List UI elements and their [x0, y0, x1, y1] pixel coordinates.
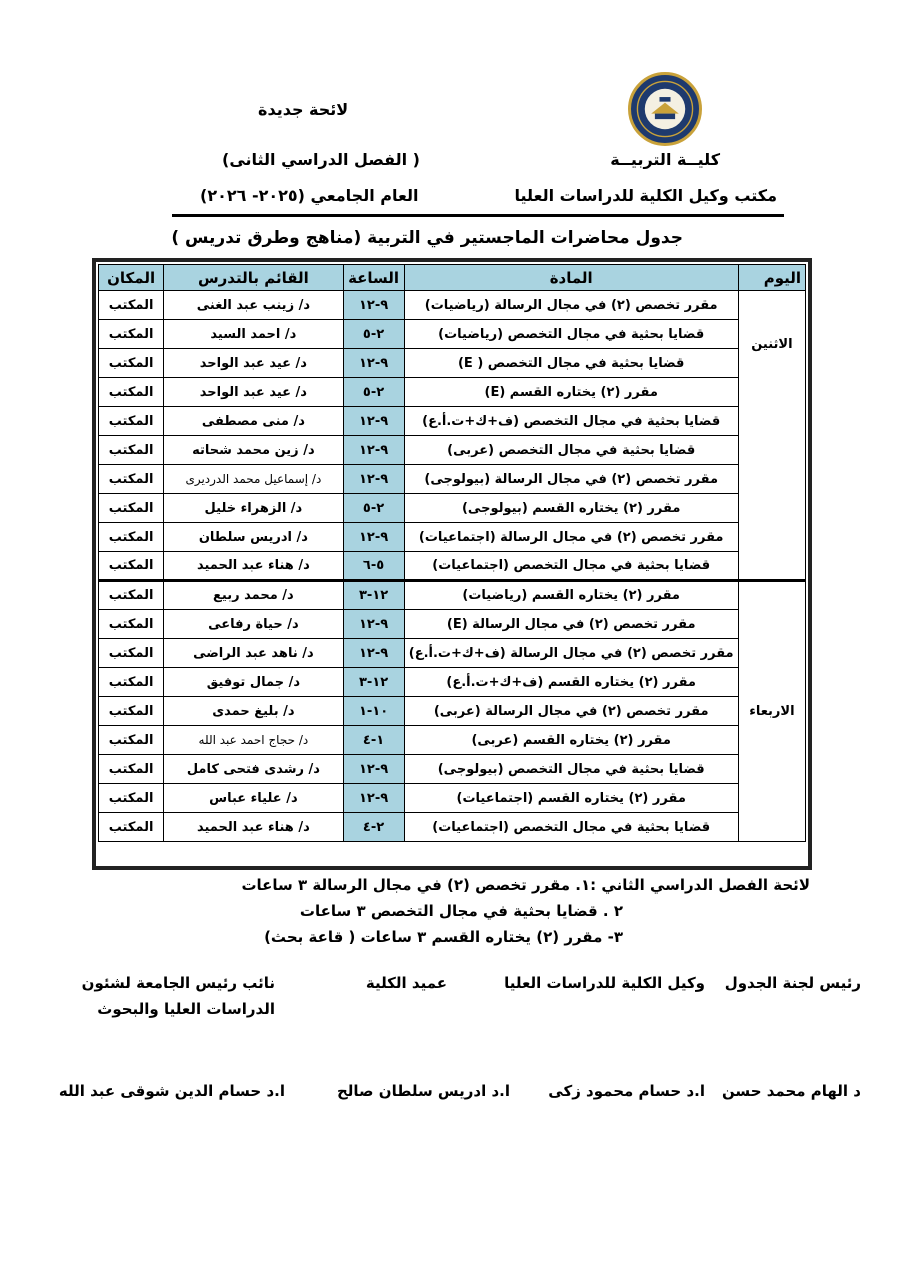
time-cell: ٩-١٢	[343, 639, 404, 668]
faculty-name: كليــة التربيــة	[610, 150, 720, 169]
subject-cell: مقرر تخصص (٢) في مجال الرسالة (اجتماعيات)	[404, 523, 738, 552]
instructor-cell: د/ بليغ حمدى	[164, 697, 343, 726]
time-cell: ٩-١٢	[343, 523, 404, 552]
place-cell: المكتب	[99, 465, 164, 494]
table-row	[99, 552, 806, 581]
place-cell: المكتب	[99, 755, 164, 784]
note-line-2: ٢ . قضايا بحثية في مجال التخصص ٣ ساعات	[299, 902, 623, 920]
table-row	[99, 726, 806, 755]
new-regulation-label: لائحة جديدة	[258, 100, 349, 119]
instructor-cell: د/ علياء عباس	[164, 784, 343, 813]
header-divider	[172, 214, 784, 217]
time-cell: ٩-١٢	[343, 610, 404, 639]
subject-cell: مقرر تخصص (٢) في مجال الرسالة (ف+ك+ت.أ.ع)	[404, 639, 738, 668]
time-cell: ٢-٥	[343, 378, 404, 407]
table-row	[99, 581, 806, 610]
role-dean: عميد الكلية	[365, 974, 447, 992]
place-cell: المكتب	[99, 349, 164, 378]
day-wednesday: الاربعاء	[738, 581, 805, 842]
instructor-cell: د/ منى مصطفى	[164, 407, 343, 436]
note-line-1: لائحة الفصل الدراسي الثاني :١. مقرر تخصص (٢) في مجال الرسالة ٣ ساعات	[241, 876, 810, 894]
place-cell: المكتب	[99, 523, 164, 552]
schedule-table-frame	[92, 258, 812, 870]
place-cell: المكتب	[99, 726, 164, 755]
place-cell: المكتب	[99, 552, 164, 581]
table-header-row	[99, 265, 806, 291]
table-row	[99, 639, 806, 668]
place-cell: المكتب	[99, 697, 164, 726]
schedule-table	[98, 264, 806, 842]
page-title: جدول محاضرات الماجستير في التربية (مناهج وطرق تدريس )	[171, 228, 683, 248]
instructor-cell: د/ إسماعيل محمد الدرديرى	[164, 465, 343, 494]
time-cell: ٢-٥	[343, 320, 404, 349]
place-cell: المكتب	[99, 436, 164, 465]
table-row	[99, 291, 806, 320]
time-cell: ٩-١٢	[343, 755, 404, 784]
table-row	[99, 378, 806, 407]
place-cell: المكتب	[99, 784, 164, 813]
day-monday: الاثنين	[738, 291, 805, 581]
university-seal-icon	[628, 72, 702, 146]
time-cell: ١-٤	[343, 726, 404, 755]
header-time: الساعة	[343, 265, 404, 291]
instructor-cell: د/ جمال توفيق	[164, 668, 343, 697]
instructor-cell: د/ رشدى فتحى كامل	[164, 755, 343, 784]
time-cell: ٩-١٢	[343, 349, 404, 378]
instructor-cell: د/ احمد السيد	[164, 320, 343, 349]
time-cell: ٩-١٢	[343, 784, 404, 813]
table-row	[99, 320, 806, 349]
instructor-cell: د/ عيد عبد الواحد	[164, 349, 343, 378]
time-cell: ٢-٤	[343, 813, 404, 842]
table-row	[99, 668, 806, 697]
subject-cell: مقرر (٢) يختاره القسم (بيولوجى)	[404, 494, 738, 523]
role-vice-dean: وكيل الكلية للدراسات العليا	[504, 974, 705, 992]
table-row	[99, 697, 806, 726]
subject-cell: قضايا بحثية في مجال التخصص (عربى)	[404, 436, 738, 465]
semester-label: ( الفصل الدراسي الثانى)	[222, 150, 420, 169]
table-row	[99, 349, 806, 378]
time-cell: ١٢-٣	[343, 668, 404, 697]
subject-cell: قضايا بحثية في مجال التخصص (اجتماعيات)	[404, 552, 738, 581]
instructor-cell: د/ حجاج احمد عبد الله	[164, 726, 343, 755]
time-cell: ٩-١٢	[343, 436, 404, 465]
table-row	[99, 436, 806, 465]
instructor-cell: د/ حياة رفاعى	[164, 610, 343, 639]
subject-cell: مقرر (٢) يختاره القسم (عربى)	[404, 726, 738, 755]
place-cell: المكتب	[99, 378, 164, 407]
subject-cell: قضايا بحثية في مجال التخصص (ف+ك+ت.أ.ع)	[404, 407, 738, 436]
header-place: المكان	[99, 265, 164, 291]
time-cell: ٩-١٢	[343, 465, 404, 494]
instructor-cell: د/ ناهد عبد الراضى	[164, 639, 343, 668]
place-cell: المكتب	[99, 320, 164, 349]
table-row	[99, 784, 806, 813]
subject-cell: مقرر (٢) يختاره القسم (رياضيات)	[404, 581, 738, 610]
note-line-3: ٣- مقرر (٢) يختاره القسم ٣ ساعات ( قاعة بحث)	[264, 928, 623, 946]
table-row	[99, 755, 806, 784]
place-cell: المكتب	[99, 610, 164, 639]
subject-cell: مقرر (٢) يختاره القسم (ف+ك+ت.أ.ع)	[404, 668, 738, 697]
time-cell: ١٠-١	[343, 697, 404, 726]
place-cell: المكتب	[99, 494, 164, 523]
table-row	[99, 494, 806, 523]
time-cell: ٥-٦	[343, 552, 404, 581]
subject-cell: قضايا بحثية في مجال التخصص (رياضيات)	[404, 320, 738, 349]
table-row	[99, 813, 806, 842]
place-cell: المكتب	[99, 407, 164, 436]
table-row	[99, 523, 806, 552]
office-name: مكتب وكيل الكلية للدراسات العليا	[514, 186, 777, 205]
table-row	[99, 610, 806, 639]
header-day: اليوم	[738, 265, 805, 291]
place-cell: المكتب	[99, 639, 164, 668]
subject-cell: قضايا بحثية في مجال التخصص ( E)	[404, 349, 738, 378]
instructor-cell: د/ عيد عبد الواحد	[164, 378, 343, 407]
name-vp: ا.د حسام الدين شوقى عبد الله	[58, 1082, 285, 1100]
name-dean: ا.د ادريس سلطان صالح	[336, 1082, 510, 1100]
instructor-cell: د/ زينب عبد الغنى	[164, 291, 343, 320]
header-instructor: القائم بالتدرس	[164, 265, 343, 291]
subject-cell: قضايا بحثية في مجال التخصص (بيولوجى)	[404, 755, 738, 784]
time-cell: ٩-١٢	[343, 407, 404, 436]
table-row	[99, 407, 806, 436]
time-cell: ٩-١٢	[343, 291, 404, 320]
subject-cell: مقرر تخصص (٢) في مجال الرسالة (عربى)	[404, 697, 738, 726]
subject-cell: قضايا بحثية في مجال التخصص (اجتماعيات)	[404, 813, 738, 842]
subject-cell: مقرر (٢) يختاره القسم (E)	[404, 378, 738, 407]
name-vice-dean: ا.د حسام محمود زكى	[548, 1082, 705, 1100]
role-committee-head: رئيس لجنة الجدول	[724, 974, 861, 992]
place-cell: المكتب	[99, 581, 164, 610]
place-cell: المكتب	[99, 813, 164, 842]
name-committee-head: د الهام محمد حسن	[721, 1082, 861, 1100]
instructor-cell: د/ هناء عبد الحميد	[164, 552, 343, 581]
seal-graphic	[631, 75, 699, 143]
instructor-cell: د/ ادريس سلطان	[164, 523, 343, 552]
instructor-cell: د/ زين محمد شحاته	[164, 436, 343, 465]
table-row	[99, 465, 806, 494]
time-cell: ١٢-٣	[343, 581, 404, 610]
instructor-cell: د/ هناء عبد الحميد	[164, 813, 343, 842]
academic-year: العام الجامعي (٢٠٢٥- ٢٠٢٦)	[200, 186, 419, 205]
role-vp-line1: نائب رئيس الجامعة لشئون	[81, 974, 275, 992]
place-cell: المكتب	[99, 668, 164, 697]
subject-cell: مقرر تخصص (٢) في مجال الرسالة (E)	[404, 610, 738, 639]
instructor-cell: د/ محمد ربيع	[164, 581, 343, 610]
header-subject: المادة	[404, 265, 738, 291]
role-vp-line2: الدراسات العليا والبحوث	[97, 1000, 275, 1018]
place-cell: المكتب	[99, 291, 164, 320]
instructor-cell: د/ الزهراء خليل	[164, 494, 343, 523]
time-cell: ٢-٥	[343, 494, 404, 523]
subject-cell: مقرر (٢) يختاره القسم (اجتماعيات)	[404, 784, 738, 813]
subject-cell: مقرر تخصص (٢) في مجال الرسالة (رياضيات)	[404, 291, 738, 320]
subject-cell: مقرر تخصص (٢) في مجال الرسالة (بيولوجى)	[404, 465, 738, 494]
